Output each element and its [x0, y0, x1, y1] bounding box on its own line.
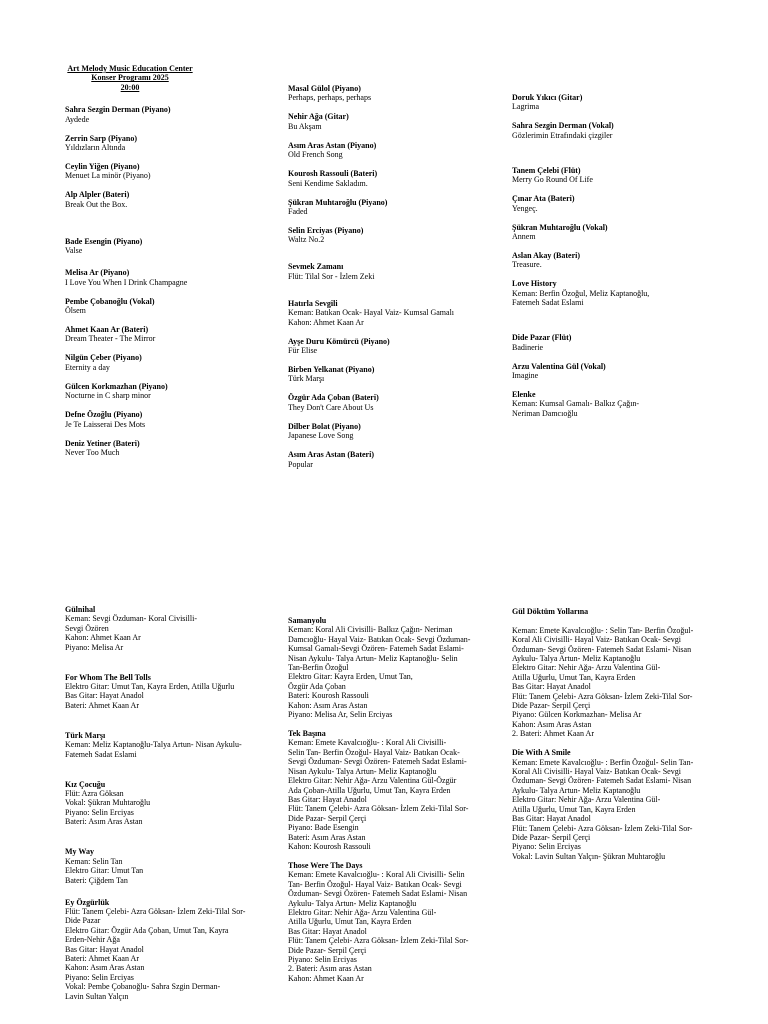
entry-detail-line: Kumsal Gamalı-Sevgi Özören- Fatemeh Sadat Eslami-	[288, 644, 464, 654]
entry-title: Love History	[512, 279, 557, 289]
entry-title: Çınar Ata (Bateri)	[512, 194, 575, 204]
program-entry	[512, 166, 717, 185]
entry-detail-line: Imagine	[512, 371, 539, 381]
entry-detail-line: Je Te Laisserai Des Mots	[65, 419, 146, 429]
entry-detail-line: Kahon: Ahmet Kaan Ar	[288, 973, 364, 983]
entry-title: Tanem Çelebi (Flüt)	[512, 165, 581, 175]
entry-title: Sahra Sezgin Derman (Piyano)	[65, 105, 171, 115]
entry-detail-line: Never Too Much	[65, 448, 120, 458]
entry-title: Zerrin Sarp (Piyano)	[65, 133, 137, 143]
entry-detail-line: Bateri: Asım Aras Astan	[65, 817, 143, 827]
entry-detail-line: Bu Akşam	[288, 121, 322, 131]
entry-title: Gülnihal	[65, 605, 96, 614]
entry-detail-line: Nisan Aykulu- Talya Artun- Meliz Kaptanoğlu- Selin	[288, 653, 458, 663]
entry-detail-line: Aykulu- Talya Artun- Meliz Kaptanoğlu	[512, 785, 641, 795]
entry-detail-line: Erden-Nehir Ağa	[65, 935, 120, 945]
column-top-left	[65, 64, 270, 467]
entry-detail-line: Badinerie	[512, 342, 544, 352]
entry-title: Samanyolu	[288, 616, 327, 625]
entry-detail-line: Kahon: Ahmet Kaan Ar	[65, 633, 141, 643]
program-entry	[288, 337, 493, 356]
entry-detail-line: Elektro Gitar: Kayra Erden, Umut Tan,	[288, 672, 413, 682]
header-time: 20:00	[120, 82, 140, 92]
entry-title: Defne Özoğlu (Piyano)	[65, 410, 143, 420]
entry-title: Gülcen Korkmazhan (Piyano)	[65, 381, 168, 391]
entry-detail-line: Keman: Emete Kavalcıoğlu- : Koral Ali Civisilli-	[288, 738, 447, 748]
entry-title: Şükran Muhtaroğlu (Vokal)	[512, 222, 608, 232]
entry-title: Bade Esengin (Piyano)	[65, 236, 143, 246]
program-list	[288, 84, 493, 469]
entry-detail-line: Flüt: Tanem Çelebi- Azra Göksan- İzlem Zeki-Tilal Sor-	[65, 906, 246, 916]
entry-detail-line: Bas Gitar: Hayat Anadol	[512, 814, 591, 824]
entry-detail-line: Ada Çoban-Atilla Uğurlu, Umut Tan, Kayra Erden	[288, 785, 451, 795]
program-entry	[288, 262, 493, 281]
entry-detail-line: Türk Marşı	[288, 374, 325, 384]
entry-detail-line: Elektro Gitar: Umut Tan	[65, 866, 144, 876]
entry-title: Nehir Ağa (Gitar)	[288, 112, 349, 122]
entry-detail-line: Keman: Koral Ali Civisilli- Balkız Çağın- Neriman	[288, 625, 453, 635]
entry-detail-line: Sevgi Özduman- Sevgi Özören- Fatemeh Sadat Eslami-	[288, 757, 467, 767]
program-entry	[65, 268, 270, 287]
entry-detail-line: Fatemeh Sadat Eslami	[65, 749, 137, 759]
entry-detail-line: Keman: Batıkan Ocak- Hayal Vaiz- Kumsal Gamalı	[288, 308, 455, 318]
entry-detail-line: Dide Pazar- Serpil Çerçi	[288, 813, 367, 823]
entry-detail-line: Damcıoğlu- Hayal Vaiz- Batıkan Ocak- Sevgi Özduman-	[288, 634, 471, 644]
program-entry	[288, 141, 493, 160]
program-entry	[288, 112, 493, 131]
entry-detail-line: Bateri: Çiğdem Tan	[65, 875, 128, 885]
entry-detail-line: Lagrima	[512, 102, 540, 112]
entry-detail-line: Keman: Emete Kavalcıoğlu- : Koral Ali Civisilli- Selin	[288, 870, 465, 880]
entry-detail-line: Elektro Gitar: Nehir Ağa- Arzu Valentina Gül-Özgür	[288, 776, 457, 786]
entry-title: Ahmet Kaan Ar (Bateri)	[65, 325, 149, 335]
entry-detail-line: Keman: Meliz Kaptanoğlu-Talya Artun- Nisan Aykulu-	[65, 740, 242, 750]
entry-title: Tek Başına	[288, 729, 326, 739]
entry-title: Melisa Ar (Piyano)	[65, 268, 130, 278]
program-entry	[512, 279, 717, 307]
entry-detail-line: Keman: Emete Kavalcıoğlu- : Selin Tan- Berfin Özoğul-	[512, 625, 694, 635]
entry-detail-line: Vokal: Lavin Sultan Yalçın- Şükran Muhtaroğlu	[512, 851, 666, 861]
program-entry	[512, 223, 717, 242]
program-entry	[65, 673, 270, 711]
entry-detail-line: Vokal: Şükran Muhtaroğlu	[65, 798, 151, 808]
entry-detail-line: Koral Ali Civisilli- Hayal Vaiz- Batıkan Ocak- Sevgi	[512, 767, 681, 777]
entry-detail-line: Elektro Gitar: Özgür Ada Çoban, Umut Tan, Kayra	[65, 925, 229, 935]
header-org-name: Art Melody Music Education Center	[67, 64, 193, 73]
column-bottom-middle	[288, 616, 493, 993]
program-entry	[65, 297, 270, 316]
entry-detail-line: Eternity a day	[65, 362, 110, 372]
column-bottom-right	[512, 607, 717, 871]
entry-detail-line: Fatemeh Sadat Eslami	[512, 298, 584, 308]
entry-detail-line: Old French Song	[288, 150, 343, 160]
program-entry	[288, 226, 493, 245]
entry-detail-line: Piyano: Selin Erciyas	[512, 842, 581, 852]
program-entry	[65, 190, 270, 209]
entry-detail-line: Faded	[288, 207, 308, 217]
program-entry	[65, 898, 270, 1001]
entry-detail-line: Flüt: Tilal Sor - İzlem Zeki	[288, 271, 375, 281]
entry-detail-line	[512, 616, 717, 625]
entry-detail-line: Nocturne in C sharp minor	[65, 391, 151, 401]
entry-title: Deniz Yetiner (Bateri)	[65, 438, 140, 448]
entry-title: Masal Gülol (Piyano)	[288, 84, 361, 93]
program-entry	[65, 439, 270, 458]
entry-title: Alp Alpler (Bateri)	[65, 190, 130, 200]
entry-detail-line: Dide Pazar- Serpil Çerçi	[512, 832, 591, 842]
entry-title: Ey Özgürlük	[65, 897, 110, 907]
program-list	[512, 607, 717, 861]
program-entry	[288, 169, 493, 188]
entry-detail-line: Dide Pazar- Serpil Çerçi	[512, 701, 591, 711]
program-entry	[65, 605, 270, 652]
entry-detail-line: Nisan Aykulu- Talya Artun- Meliz Kaptanoğlu	[288, 766, 437, 776]
entry-title: Birben Yelkanat (Piyano)	[288, 365, 375, 375]
entry-detail-line: Yengeç.	[512, 203, 538, 213]
entry-title: Pembe Çobanoğlu (Vokal)	[65, 296, 155, 306]
entry-title: Asım Aras Astan (Bateri)	[288, 450, 374, 460]
entry-title: Nilgün Çeber (Piyano)	[65, 353, 142, 363]
program-entry	[512, 93, 717, 112]
entry-detail-line: Elektro Gitar: Nehir Ağa- Arzu Valentina Gül-	[288, 907, 437, 917]
entry-title: Sevmek Zamanı	[288, 262, 344, 272]
entry-detail-line: Bas Gitar: Hayat Anadol	[288, 926, 367, 936]
entry-detail-line: Keman: Emete Kavalcıoğlu- : Berfin Özoğul- Selin Tan-	[512, 757, 694, 767]
entry-detail-line: Keman: Berfin Özoğul, Meliz Kaptanoğlu,	[512, 288, 650, 298]
entry-detail-line: Treasure.	[512, 260, 542, 270]
entry-detail-line: Tan-Berfin Özoğul	[288, 663, 349, 673]
entry-detail-line: Für Elise	[288, 346, 318, 356]
entry-title: Hatırla Sevgili	[288, 298, 338, 308]
entry-detail-line: Aykulu- Talya Artun- Meliz Kaptanoğlu	[288, 898, 417, 908]
program-entry	[512, 607, 717, 739]
entry-detail-line: Kahon: Asım Aras Astan	[288, 700, 368, 710]
entry-detail-line: Keman: Kumsal Gamalı- Balkız Çağın-	[512, 399, 640, 409]
entry-detail-line: 2. Bateri: Ahmet Kaan Ar	[512, 729, 594, 739]
entry-detail-line: Kahon: Asım Aras Astan	[512, 719, 592, 729]
entry-detail-line: Koral Ali Civisilli- Hayal Vaiz- Batıkan Ocak- Sevgi	[512, 635, 681, 645]
entry-title: Gül Döktüm Yollarına	[512, 607, 589, 616]
entry-detail-line: Lavin Sultan Yalçın	[65, 991, 129, 1001]
program-entry	[65, 847, 270, 885]
entry-detail-line: Dide Pazar- Serpil Çerçi	[288, 945, 367, 955]
entry-title: Die With A Smile	[512, 748, 571, 758]
program-entry	[512, 362, 717, 381]
entry-title: Türk Marşı	[65, 730, 106, 740]
entry-title: Ceylin Yiğen (Piyano)	[65, 162, 140, 172]
entry-detail-line: Atilla Uğurlu, Umut Tan, Kayra Erden	[512, 672, 636, 682]
program-entry	[288, 198, 493, 217]
entry-detail-line: Valse	[65, 246, 83, 256]
entry-detail-line: 2. Bateri: Asım aras Astan	[288, 964, 372, 974]
entry-title: Ayşe Duru Kömürcü (Piyano)	[288, 336, 390, 346]
program-entry	[512, 251, 717, 270]
entry-title: Şükran Muhtaroğlu (Piyano)	[288, 197, 388, 207]
program-list	[65, 605, 270, 1001]
program-entry	[512, 333, 717, 352]
column-top-right	[512, 93, 717, 428]
entry-detail-line: Aykulu- Talya Artun- Meliz Kaptanoğlu	[512, 654, 641, 664]
program-list	[65, 105, 270, 457]
entry-detail-line: Ölsem	[65, 306, 86, 316]
entry-detail-line: Kahon: Ahmet Kaan Ar	[288, 317, 364, 327]
program-entry	[512, 121, 717, 140]
program-header	[65, 64, 195, 92]
program-entry	[65, 162, 270, 181]
entry-title: Kourosh Rassouli (Bateri)	[288, 169, 378, 179]
entry-detail-line: Keman: Selin Tan	[65, 856, 123, 866]
program-entry	[288, 422, 493, 441]
entry-detail-line: Seni Kendime Sakladım.	[288, 178, 368, 188]
entry-detail-line: They Don't Care About Us	[288, 402, 374, 412]
program-entry	[288, 861, 493, 983]
program-entry	[65, 731, 270, 759]
entry-detail-line: Yıldızların Altında	[65, 143, 126, 153]
entry-detail-line: Bas Gitar: Hayat Anadol	[288, 794, 367, 804]
entry-title: My Way	[65, 847, 94, 857]
program-entry	[65, 353, 270, 372]
entry-detail-line: Piyano: Melisa Ar	[65, 642, 124, 652]
entry-detail-line: Dide Pazar	[65, 916, 101, 926]
entry-title: Selin Erciyas (Piyano)	[288, 226, 364, 236]
entry-detail-line: Özduman- Sevgi Özören- Fatemeh Sadat Eslami- Nisan	[512, 644, 692, 654]
entry-detail-line: Popular	[288, 459, 313, 469]
program-entry	[288, 450, 493, 469]
entry-detail-line: Merry Go Round Of Life	[512, 175, 593, 185]
program-entry	[65, 780, 270, 827]
entry-detail-line: Selin Tan- Berfin Özoğul- Hayal Vaiz- Batıkan Ocak-	[288, 747, 460, 757]
entry-detail-line: Menuet La minör (Piyano)	[65, 171, 151, 181]
program-entry	[65, 237, 270, 256]
entry-detail-line: Piyano: Selin Erciyas	[288, 955, 357, 964]
entry-detail-line: Elektro Gitar: Nehir Ağa- Arzu Valentina Gül-	[512, 663, 661, 673]
entry-title: Asım Aras Astan (Piyano)	[288, 140, 377, 150]
entry-detail-line: Elektro Gitar: Umut Tan, Kayra Erden, Atilla Uğurlu	[65, 682, 235, 692]
entry-title: Kız Çocuğu	[65, 779, 106, 789]
entry-detail-line: Waltz No.2	[288, 235, 325, 245]
entry-detail-line: Gözlerimin Etrafındaki çizgiler	[512, 130, 613, 140]
entry-detail-line: Flüt: Tanem Çelebi- Azra Göksan- İzlem Zeki-Tilal Sor-	[288, 804, 469, 814]
entry-detail-line: Bateri: Asım Aras Astan	[288, 832, 366, 842]
entry-title: Dide Pazar (Flüt)	[512, 333, 572, 343]
program-entry	[512, 748, 717, 861]
program-list	[512, 93, 717, 418]
entry-detail-line: Bateri: Ahmet Kaan Ar	[65, 953, 139, 963]
entry-detail-line: I Love You When I Drink Champagne	[65, 277, 188, 287]
program-entry	[512, 390, 717, 418]
column-top-middle	[288, 84, 493, 479]
entry-title: Arzu Valentina Gül (Vokal)	[512, 361, 606, 371]
program-entry	[288, 729, 493, 851]
program-list	[288, 616, 493, 983]
entry-detail-line: Flüt: Tanem Çelebi- Azra Göksan- İzlem Zeki-Tilal Sor-	[512, 691, 693, 701]
header-program-title: Konser Programı 2025	[91, 73, 169, 83]
entry-detail-line: Bas Gitar: Hayat Anadol	[65, 691, 144, 701]
entry-detail-line: Atilla Uğurlu, Umut Tan, Kayra Erden	[288, 917, 412, 927]
entry-detail-line: Break Out the Box.	[65, 199, 128, 209]
program-entry	[65, 105, 270, 124]
program-entry	[288, 84, 493, 103]
program-entry	[288, 393, 493, 412]
entry-detail-line: Özduman- Sevgi Özören- Fatemeh Sadat Eslami- Nisan	[288, 889, 468, 899]
entry-detail-line: Piyano: Gülcen Korkmazhan- Melisa Ar	[512, 710, 642, 720]
entry-detail-line: Perhaps, perhaps, perhaps	[288, 93, 372, 103]
entry-detail-line: Bas Gitar: Hayat Anadol	[512, 682, 591, 692]
entry-detail-line: Bateri: Ahmet Kaan Ar	[65, 700, 139, 710]
entry-detail-line: Sevgi Özören	[65, 623, 109, 633]
entry-title: Elenke	[512, 390, 536, 400]
entry-detail-line: Keman: Sevgi Özduman- Koral Civisilli-	[65, 614, 197, 624]
entry-detail-line: Elektro Gitar: Nehir Ağa- Arzu Valentina Gül-	[512, 795, 661, 805]
entry-title: Aslan Akay (Bateri)	[512, 251, 580, 261]
program-entry	[288, 365, 493, 384]
program-entry	[65, 382, 270, 401]
entry-detail-line: Kahon: Kourosh Rassouli	[288, 841, 371, 851]
entry-detail-line: Vokal: Pembe Çobanoğlu- Sahra Szgin Derman-	[65, 982, 221, 992]
column-bottom-left	[65, 605, 270, 1011]
entry-title: Dilber Bolat (Piyano)	[288, 421, 361, 431]
entry-detail-line: Japanese Love Song	[288, 431, 354, 441]
entry-title: Doruk Yıkıcı (Gitar)	[512, 93, 583, 102]
program-entry	[288, 299, 493, 327]
entry-detail-line: Neriman Damcıoğlu	[512, 408, 578, 418]
entry-detail-line: Annem	[512, 232, 536, 242]
entry-detail-line: Özgür Ada Çoban	[288, 681, 346, 691]
entry-detail-line: Flüt: Tanem Çelebi- Azra Göksan- İzlem Zeki-Tilal Sor-	[288, 936, 469, 946]
entry-detail-line: Tan- Berfin Özoğul- Hayal Vaiz- Batıkan Ocak- Sevgi	[288, 879, 462, 889]
entry-detail-line: Flüt: Azra Göksan	[65, 789, 124, 799]
entry-detail-line: Bateri: Kourosh Rassouli	[288, 691, 369, 701]
entry-detail-line: Piyano: Bade Esengin	[288, 823, 359, 833]
entry-title: Those Were The Days	[288, 860, 363, 870]
entry-detail-line: Piyano: Selin Erciyas	[65, 972, 134, 982]
entry-detail-line: Bas Gitar: Hayat Anadol	[65, 944, 144, 954]
program-entry	[65, 325, 270, 344]
entry-detail-line: Kahon: Asım Aras Astan	[65, 963, 145, 973]
entry-detail-line: Piyano: Selin Erciyas	[65, 807, 134, 817]
entry-detail-line: Dream Theater - The Mirror	[65, 334, 156, 344]
entry-detail-line: Aydede	[65, 114, 90, 124]
entry-detail-line: Piyano: Melisa Ar, Selin Erciyas	[288, 710, 393, 720]
program-entry	[288, 616, 493, 719]
entry-detail-line: Flüt: Tanem Çelebi- Azra Göksan- İzlem Zeki-Tilal Sor-	[512, 823, 693, 833]
program-entry	[65, 134, 270, 153]
entry-detail-line: Özduman- Sevgi Özören- Fatemeh Sadat Eslami- Nisan	[512, 776, 692, 786]
entry-title: Sahra Sezgin Derman (Vokal)	[512, 121, 614, 131]
entry-title: For Whom The Bell Tolls	[65, 672, 151, 682]
entry-title: Özgür Ada Çoban (Bateri)	[288, 393, 379, 403]
entry-detail-line: Atilla Uğurlu, Umut Tan, Kayra Erden	[512, 804, 636, 814]
program-entry	[512, 194, 717, 213]
program-entry	[65, 410, 270, 429]
